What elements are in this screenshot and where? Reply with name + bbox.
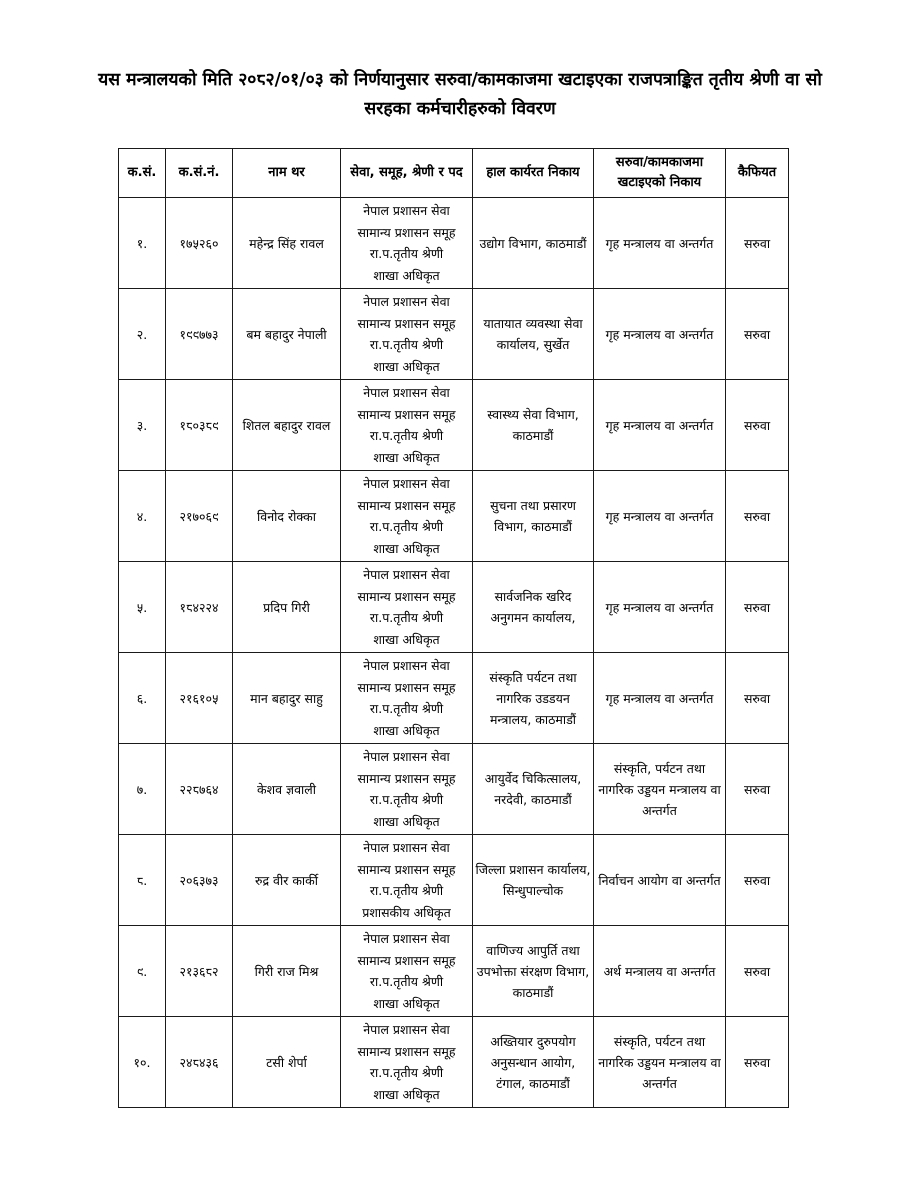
name-cell: बम बहादुर नेपाली xyxy=(233,289,341,380)
service-line: शाखा अधिकृत xyxy=(373,722,440,738)
name-cell: टसी शेर्पा xyxy=(233,1017,341,1108)
employee-number-cell: १८०३८९ xyxy=(166,380,233,471)
table-row xyxy=(119,926,789,1017)
name-cell: मान बहादुर साहु xyxy=(233,653,341,744)
service-cell xyxy=(341,835,473,926)
service-line: सामान्य प्रशासन समूह xyxy=(357,406,456,422)
employee-number-cell: २१६१०५ xyxy=(166,653,233,744)
remarks-cell: सरुवा xyxy=(726,289,789,380)
serial-cell: ४. xyxy=(119,471,166,562)
table-row xyxy=(119,198,789,289)
current-office-cell: जिल्ला प्रशासन कार्यालय, सिन्धुपाल्चोक xyxy=(473,835,594,926)
service-line: नेपाल प्रशासन सेवा xyxy=(363,840,450,855)
service-line: शाखा अधिकृत xyxy=(373,449,440,465)
remarks-cell: सरुवा xyxy=(726,744,789,835)
header-remarks: कैफियत xyxy=(726,149,789,198)
service-line: शाखा अधिकृत xyxy=(373,358,440,374)
current-office-cell: उद्योग विभाग, काठमाडौं xyxy=(473,198,594,289)
service-line: रा.प.तृतीय श्रेणी xyxy=(369,792,444,807)
deputed-office-cell: गृह मन्त्रालय वा अन्तर्गत xyxy=(594,289,726,380)
remarks-cell: सरुवा xyxy=(726,380,789,471)
service-cell xyxy=(341,289,473,380)
service-line: नेपाल प्रशासन सेवा xyxy=(363,476,450,491)
deputed-office-cell: निर्वाचन आयोग वा अन्तर्गत xyxy=(594,835,726,926)
service-line: सामान्य प्रशासन समूह xyxy=(357,952,456,968)
current-office-cell: सुचना तथा प्रसारण विभाग, काठमाडौं xyxy=(473,471,594,562)
serial-cell: ५. xyxy=(119,562,166,653)
service-line: रा.प.तृतीय श्रेणी xyxy=(369,337,444,352)
name-cell: शितल बहादुर रावल xyxy=(233,380,341,471)
service-cell xyxy=(341,198,473,289)
serial-cell: १. xyxy=(119,198,166,289)
current-office-cell: अख्तियार दुरुपयोग अनुसन्धान आयोग, टंगाल, काठमाडौं xyxy=(473,1017,594,1108)
service-cell xyxy=(341,471,473,562)
remarks-cell: सरुवा xyxy=(726,198,789,289)
service-line: सामान्य प्रशासन समूह xyxy=(357,224,456,240)
employee-number-cell: २४८४३६ xyxy=(166,1017,233,1108)
service-cell xyxy=(341,926,473,1017)
header-current-office: हाल कार्यरत निकाय xyxy=(473,149,594,198)
service-line: नेपाल प्रशासन सेवा xyxy=(363,1022,450,1037)
employee-number-cell: २२८७६४ xyxy=(166,744,233,835)
name-cell: प्रदिप गिरी xyxy=(233,562,341,653)
header-employee-number: क.सं.नं. xyxy=(166,149,233,198)
name-cell: केशव ज्ञवाली xyxy=(233,744,341,835)
serial-cell: ३. xyxy=(119,380,166,471)
remarks-cell: सरुवा xyxy=(726,562,789,653)
employee-number-cell: २०६३७३ xyxy=(166,835,233,926)
header-service-group: सेवा, समूह, श्रेणी र पद xyxy=(341,149,473,198)
table-row xyxy=(119,380,789,471)
service-line: रा.प.तृतीय श्रेणी xyxy=(369,519,444,534)
serial-cell: ६. xyxy=(119,653,166,744)
table-header xyxy=(119,149,789,198)
table-body xyxy=(119,198,789,1108)
service-line: शाखा अधिकृत xyxy=(373,631,440,647)
header-deputed-office: सरुवा/कामकाजमा खटाइएको निकाय xyxy=(594,149,726,198)
table-row xyxy=(119,471,789,562)
deputed-office-cell: संस्कृति, पर्यटन तथा नागरिक उड्डयन मन्त्रालय वा अन्तर्गत xyxy=(594,744,726,835)
page-title: यस मन्त्रालयको मिति २०८२/०१/०३ को निर्णयानुसार सरुवा/कामकाजमा खटाइएका राजपत्राङ्कित तृतीय श्रेणी वा सो सरहका कर्मचारीहरुको विवरण xyxy=(98,70,822,119)
service-line: शाखा अधिकृत xyxy=(373,540,440,556)
service-line: नेपाल प्रशासन सेवा xyxy=(363,385,450,400)
service-line: नेपाल प्रशासन सेवा xyxy=(363,567,450,582)
current-office-cell: स्वास्थ्य सेवा विभाग, काठमाडौं xyxy=(473,380,594,471)
service-line: नेपाल प्रशासन सेवा xyxy=(363,931,450,946)
service-line: नेपाल प्रशासन सेवा xyxy=(363,294,450,309)
service-line: शाखा अधिकृत xyxy=(373,995,440,1011)
service-line: शाखा अधिकृत xyxy=(373,1086,440,1102)
employee-number-cell: १८४२२४ xyxy=(166,562,233,653)
serial-cell: २. xyxy=(119,289,166,380)
table-row xyxy=(119,744,789,835)
employee-number-cell: २१७०६९ xyxy=(166,471,233,562)
current-office-cell: वाणिज्य आपुर्ति तथा उपभोक्ता संरक्षण विभाग, काठमाडौं xyxy=(473,926,594,1017)
current-office-cell: यातायात व्यवस्था सेवा कार्यालय, सुर्खेत xyxy=(473,289,594,380)
deputed-office-cell: अर्थ मन्त्रालय वा अन्तर्गत xyxy=(594,926,726,1017)
current-office-cell: संस्कृति पर्यटन तथा नागरिक उडडयन मन्त्रालय, काठमाडौं xyxy=(473,653,594,744)
header-serial: क.सं. xyxy=(119,149,166,198)
name-cell: महेन्द्र सिंह रावल xyxy=(233,198,341,289)
deputed-office-cell: गृह मन्त्रालय वा अन्तर्गत xyxy=(594,653,726,744)
remarks-cell: सरुवा xyxy=(726,1017,789,1108)
service-cell xyxy=(341,1017,473,1108)
service-line: रा.प.तृतीय श्रेणी xyxy=(369,883,444,898)
service-line: नेपाल प्रशासन सेवा xyxy=(363,658,450,673)
service-cell xyxy=(341,744,473,835)
service-line: रा.प.तृतीय श्रेणी xyxy=(369,428,444,443)
remarks-cell: सरुवा xyxy=(726,471,789,562)
service-line: रा.प.तृतीय श्रेणी xyxy=(369,610,444,625)
header-name: नाम थर xyxy=(233,149,341,198)
deputed-office-cell: संस्कृति, पर्यटन तथा नागरिक उड्डयन मन्त्रालय वा अन्तर्गत xyxy=(594,1017,726,1108)
service-line: प्रशासकीय अधिकृत xyxy=(362,904,451,920)
service-cell xyxy=(341,653,473,744)
deputed-office-cell: गृह मन्त्रालय वा अन्तर्गत xyxy=(594,471,726,562)
current-office-cell: आयुर्वेद चिकित्सालय, नरदेवी, काठमाडौं xyxy=(473,744,594,835)
service-line: सामान्य प्रशासन समूह xyxy=(357,588,456,604)
table-row xyxy=(119,289,789,380)
name-cell: रुद्र वीर कार्की xyxy=(233,835,341,926)
service-line: रा.प.तृतीय श्रेणी xyxy=(369,1065,444,1080)
current-office-cell: सार्वजनिक खरिद अनुगमन कार्यालय, xyxy=(473,562,594,653)
serial-cell: ९. xyxy=(119,926,166,1017)
service-cell xyxy=(341,562,473,653)
serial-cell: १०. xyxy=(119,1017,166,1108)
service-line: सामान्य प्रशासन समूह xyxy=(357,1043,456,1059)
employee-number-cell: १७५२६० xyxy=(166,198,233,289)
service-line: सामान्य प्रशासन समूह xyxy=(357,679,456,695)
service-line: सामान्य प्रशासन समूह xyxy=(357,497,456,513)
employee-number-cell: १९९७७३ xyxy=(166,289,233,380)
service-line: शाखा अधिकृत xyxy=(373,267,440,283)
service-line: शाखा अधिकृत xyxy=(373,813,440,829)
service-line: सामान्य प्रशासन समूह xyxy=(357,770,456,786)
serial-cell: ८. xyxy=(119,835,166,926)
employee-transfer-table xyxy=(118,148,789,1108)
service-line: रा.प.तृतीय श्रेणी xyxy=(369,246,444,261)
service-line: रा.प.तृतीय श्रेणी xyxy=(369,701,444,716)
service-line: नेपाल प्रशासन सेवा xyxy=(363,749,450,764)
table-row xyxy=(119,835,789,926)
table-row xyxy=(119,1017,789,1108)
deputed-office-cell: गृह मन्त्रालय वा अन्तर्गत xyxy=(594,380,726,471)
employee-number-cell: २१३६८२ xyxy=(166,926,233,1017)
remarks-cell: सरुवा xyxy=(726,926,789,1017)
table-row xyxy=(119,562,789,653)
service-line: सामान्य प्रशासन समूह xyxy=(357,315,456,331)
service-line: सामान्य प्रशासन समूह xyxy=(357,861,456,877)
remarks-cell: सरुवा xyxy=(726,653,789,744)
remarks-cell: सरुवा xyxy=(726,835,789,926)
service-line: नेपाल प्रशासन सेवा xyxy=(363,203,450,218)
serial-cell: ७. xyxy=(119,744,166,835)
deputed-office-cell: गृह मन्त्रालय वा अन्तर्गत xyxy=(594,562,726,653)
service-line: रा.प.तृतीय श्रेणी xyxy=(369,974,444,989)
name-cell: विनोद रोक्का xyxy=(233,471,341,562)
table-row xyxy=(119,653,789,744)
deputed-office-cell: गृह मन्त्रालय वा अन्तर्गत xyxy=(594,198,726,289)
name-cell: गिरी राज मिश्र xyxy=(233,926,341,1017)
header-row xyxy=(119,149,789,198)
service-cell xyxy=(341,380,473,471)
